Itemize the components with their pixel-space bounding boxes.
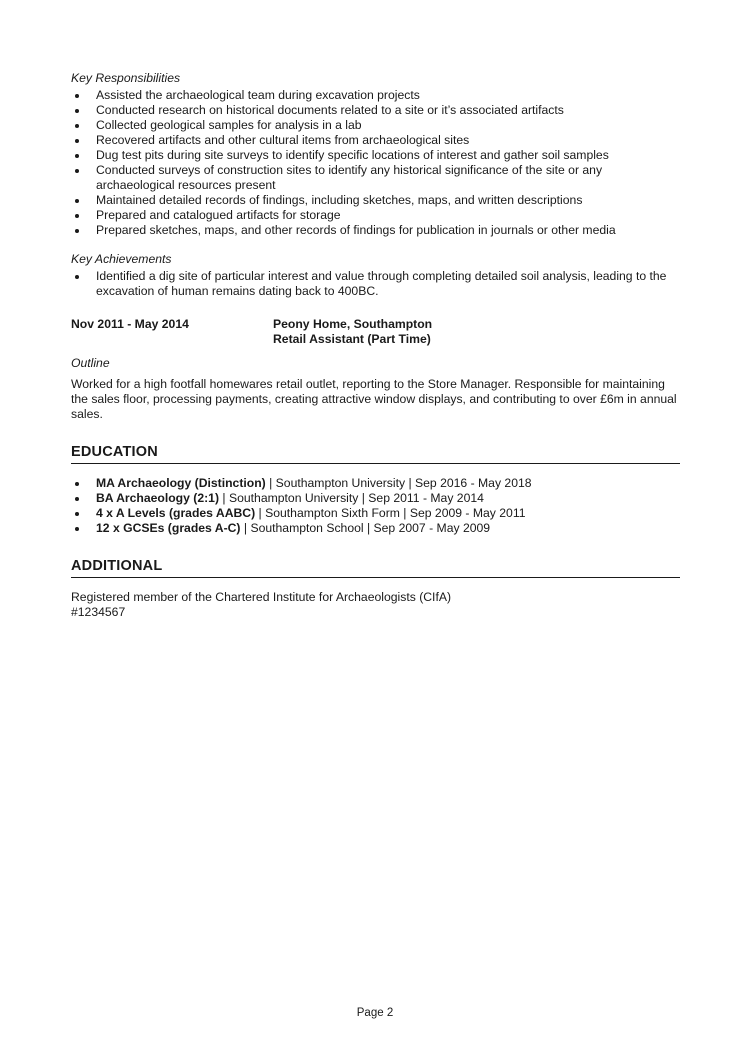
education-qualification: 12 x GCSEs (grades A-C) (96, 521, 241, 535)
list-item: Recovered artifacts and other cultural items from archaeological sites (71, 133, 680, 148)
list-item: Conducted research on historical documents related to a site or it’s associated artifacts (71, 103, 680, 118)
education-details: | Southampton University | Sep 2016 - May 2018 (265, 476, 532, 490)
outline-text: Worked for a high footfall homewares retail outlet, reporting to the Store Manager. Responsible for maintaining the sales floor, processing payments, creating attractive window displays, and contributing to over £6m in annual sales. (71, 377, 677, 421)
outline-label: Outline (71, 356, 110, 370)
list-item: Collected geological samples for analysis in a lab (71, 118, 680, 133)
education-section-title: EDUCATION (71, 443, 680, 464)
list-item: Maintained detailed records of findings, including sketches, maps, and written descriptions (71, 193, 680, 208)
additional-membership: Registered member of the Chartered Institute for Archaeologists (CIfA) (71, 590, 452, 604)
job-role: Retail Assistant (Part Time) (273, 332, 431, 346)
list-item (71, 521, 680, 536)
page-number: Page 2 (356, 1007, 394, 1019)
list-item: Identified a dig site of particular interest and value through completing detailed soil analysis, leading to the excavation of human remains dating back to 400BC. (71, 269, 680, 299)
education-details: | Southampton School | Sep 2007 - May 2009 (240, 521, 491, 535)
job-employer: Peony Home, Southampton (273, 317, 433, 331)
education-list (71, 476, 680, 536)
list-item (71, 476, 680, 491)
resume-page (71, 71, 680, 620)
education-qualification: 4 x A Levels (grades AABC) (96, 506, 256, 520)
additional-member-number: #1234567 (71, 605, 126, 619)
list-item: Prepared and catalogued artifacts for storage (71, 208, 680, 223)
achievements-list (71, 269, 680, 299)
education-details: | Southampton University | Sep 2011 - May 2014 (219, 491, 484, 505)
education-qualification: BA Archaeology (2:1) (96, 491, 220, 505)
job-entry (71, 317, 680, 347)
list-item: Assisted the archaeological team during excavation projects (71, 88, 680, 103)
list-item (71, 506, 680, 521)
education-qualification: MA Archaeology (Distinction) (96, 476, 266, 490)
key-responsibilities-heading: Key Responsibilities (71, 71, 181, 85)
education-details: | Southampton Sixth Form | Sep 2009 - May 2011 (255, 506, 526, 520)
job-info (273, 317, 432, 347)
additional-section-title: ADDITIONAL (71, 557, 680, 578)
list-item: Prepared sketches, maps, and other records of findings for publication in journals or other media (71, 223, 680, 238)
responsibilities-list (71, 88, 680, 238)
job-dates: Nov 2011 - May 2014 (71, 317, 189, 331)
list-item (71, 491, 680, 506)
list-item: Dug test pits during site surveys to identify specific locations of interest and gather soil samples (71, 148, 680, 163)
list-item: Conducted surveys of construction sites to identify any historical significance of the site or any archaeological resources present (71, 163, 680, 193)
key-achievements-heading: Key Achievements (71, 252, 172, 266)
